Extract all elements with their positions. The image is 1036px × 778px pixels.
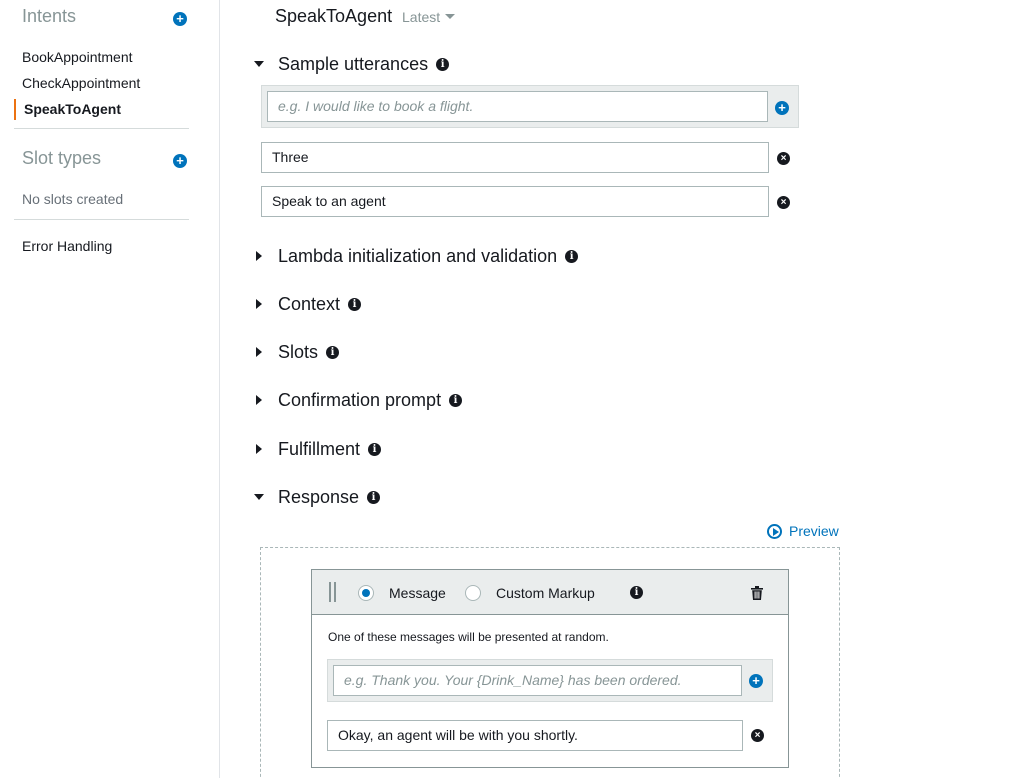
remove-message-button[interactable] — [751, 729, 764, 742]
section-lambda[interactable] — [252, 243, 578, 269]
section-slots[interactable] — [252, 339, 339, 365]
utterance-input[interactable]: Speak to an agent — [261, 186, 769, 217]
drag-handle-icon[interactable] — [329, 582, 337, 602]
message-radio[interactable] — [358, 585, 374, 601]
trash-icon[interactable] — [751, 586, 763, 600]
plus-icon: + — [176, 153, 184, 168]
sidebar — [0, 0, 220, 778]
sidebar-divider — [14, 128, 189, 129]
section-label: Context — [278, 293, 341, 314]
x-circle-icon: × — [780, 153, 787, 164]
info-icon[interactable]: i — [449, 394, 462, 407]
section-label: Slots — [278, 341, 319, 362]
sidebar-item-checkappointment[interactable]: CheckAppointment — [22, 75, 141, 91]
plus-icon: + — [176, 11, 184, 26]
section-label: Confirmation prompt — [278, 389, 442, 410]
play-circle-icon — [767, 524, 782, 539]
version-label: Latest — [402, 9, 441, 25]
add-slot-type-button[interactable] — [173, 154, 187, 168]
info-icon[interactable]: i — [367, 491, 380, 504]
sidebar-item-speaktoagent[interactable]: SpeakToAgent — [24, 101, 121, 117]
message-group-header — [312, 570, 788, 615]
add-intent-button[interactable] — [173, 12, 187, 26]
section-label: Fulfillment — [278, 438, 361, 459]
preview-label: Preview — [789, 523, 839, 539]
section-confirmation-prompt[interactable] — [252, 387, 462, 413]
section-sample-utterances[interactable] — [252, 51, 449, 77]
plus-icon: + — [778, 100, 786, 115]
new-message-input[interactable]: e.g. Thank you. Your {Drink_Name} has been ordered. — [333, 665, 742, 696]
section-fulfillment[interactable] — [252, 436, 381, 462]
intent-title: SpeakToAgent — [275, 6, 393, 26]
section-response[interactable] — [252, 484, 380, 510]
sidebar-divider — [14, 219, 189, 220]
caret-right-icon — [252, 297, 266, 311]
utterance-input[interactable]: Three — [261, 142, 769, 173]
chevron-down-icon — [445, 14, 455, 19]
info-icon[interactable]: i — [630, 586, 643, 599]
version-dropdown[interactable] — [402, 9, 455, 25]
section-label: Response — [278, 486, 360, 507]
sidebar-item-error-handling[interactable]: Error Handling — [22, 238, 113, 254]
active-indicator — [14, 99, 16, 120]
message-group-card — [311, 569, 789, 768]
sidebar-item-bookappointment[interactable]: BookAppointment — [22, 49, 133, 65]
info-icon[interactable]: i — [348, 298, 361, 311]
message-input[interactable]: Okay, an agent will be with you shortly. — [327, 720, 743, 751]
slot-types-heading: Slot types — [22, 148, 102, 168]
message-radio-label[interactable]: Message — [389, 585, 446, 601]
remove-utterance-button[interactable] — [777, 152, 790, 165]
caret-right-icon — [252, 393, 266, 407]
info-icon[interactable]: i — [436, 58, 449, 71]
new-utterance-input[interactable]: e.g. I would like to book a flight. — [267, 91, 768, 122]
section-label: Lambda initialization and validation — [278, 245, 558, 266]
no-slots-text: No slots created — [22, 191, 124, 207]
random-message-note: One of these messages will be presented at random. — [328, 630, 609, 644]
preview-button[interactable] — [767, 523, 839, 539]
caret-down-icon — [252, 57, 266, 71]
caret-right-icon — [252, 345, 266, 359]
add-utterance-button[interactable] — [775, 101, 789, 115]
add-message-button[interactable] — [749, 674, 763, 688]
caret-down-icon — [252, 490, 266, 504]
section-context[interactable] — [252, 291, 361, 317]
intents-heading: Intents — [22, 6, 77, 26]
info-icon[interactable]: i — [368, 443, 381, 456]
info-icon[interactable]: i — [326, 346, 339, 359]
caret-right-icon — [252, 249, 266, 263]
section-label: Sample utterances — [278, 53, 429, 74]
caret-right-icon — [252, 442, 266, 456]
info-icon[interactable]: i — [565, 250, 578, 263]
custom-markup-radio[interactable] — [465, 585, 481, 601]
remove-utterance-button[interactable] — [777, 196, 790, 209]
custom-markup-radio-label[interactable]: Custom Markup — [496, 585, 595, 601]
plus-icon: + — [752, 673, 760, 688]
x-circle-icon: × — [754, 730, 761, 741]
x-circle-icon: × — [780, 197, 787, 208]
